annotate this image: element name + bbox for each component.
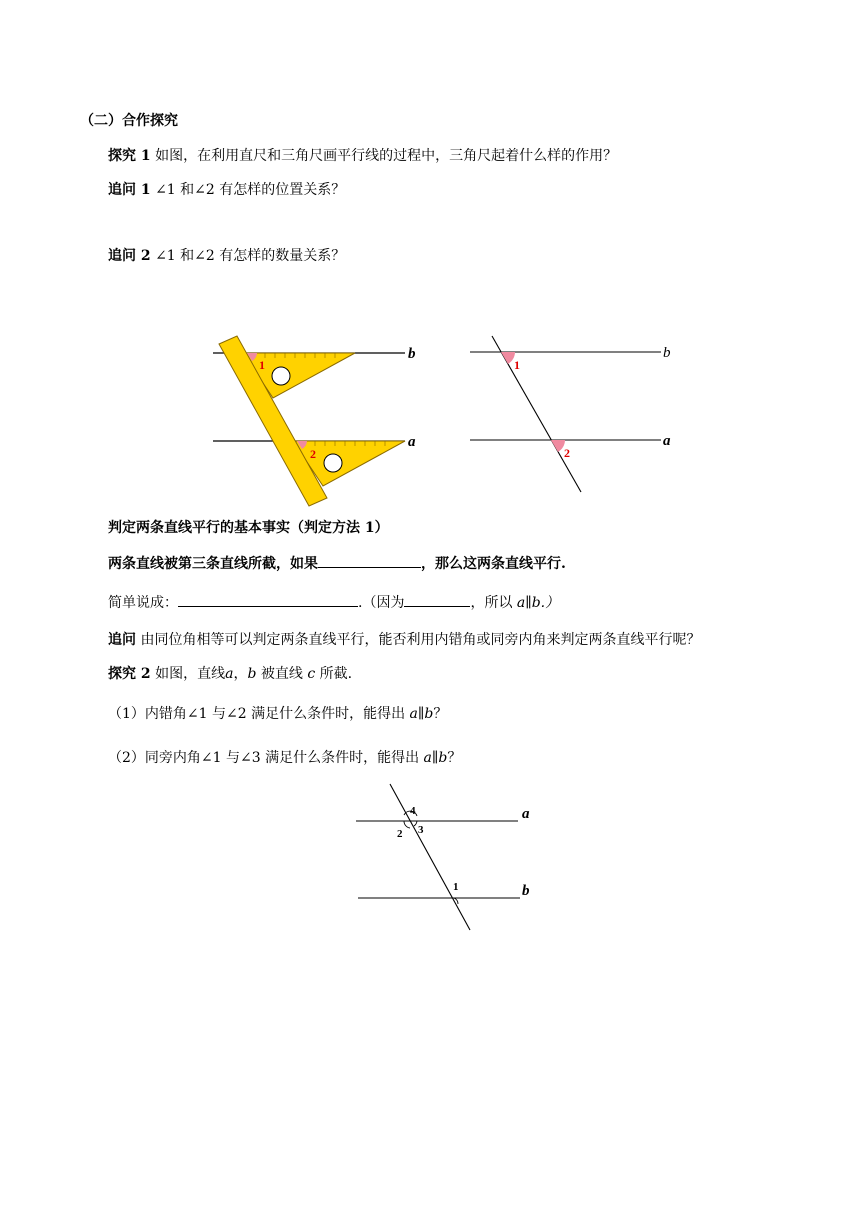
- fig1-right-angle1-mark: [501, 352, 515, 364]
- explore2-var-a: a: [225, 666, 234, 682]
- explore2-var-b: b: [247, 666, 257, 682]
- rule-sentence-after: ，那么这两条直线平行.: [421, 556, 566, 572]
- fig2-label-a: a: [522, 806, 530, 822]
- explore1-label: 探究 1: [108, 148, 151, 164]
- question-2: [108, 749, 461, 767]
- explore1-line: [108, 147, 617, 165]
- lower-set-square-hole: [324, 454, 342, 472]
- fig1-left-label-a: a: [408, 434, 416, 450]
- fig1-right-label-a: a: [663, 433, 671, 449]
- simple-blank-2[interactable]: [404, 592, 470, 607]
- simple-because: （因为: [362, 595, 405, 611]
- fig1-left-angle2-label: 2: [310, 447, 316, 461]
- explore2-text-1: 如图，直线: [155, 666, 226, 682]
- q2-prefix: （2）同旁内角∠1 与∠3 满足什么条件时，能得出: [108, 750, 420, 766]
- rule-sentence: [108, 553, 566, 573]
- fig2-angle3-arc: [414, 821, 417, 826]
- q1-question-mark: ？: [433, 706, 448, 722]
- explore2-label: 探究 2: [108, 666, 151, 682]
- fig2-label-b: b: [522, 883, 530, 899]
- followup3-line: [108, 631, 700, 649]
- simple-period: .: [358, 595, 363, 611]
- followup2-line: [108, 247, 345, 265]
- rule-blank[interactable]: [318, 553, 421, 568]
- followup1-line: [108, 181, 345, 199]
- simple-blank-1[interactable]: [178, 592, 358, 607]
- fig2-angle4-label: 4: [410, 805, 416, 817]
- explore2-sep: ，: [233, 666, 248, 682]
- explore2-line: [108, 665, 352, 683]
- fig1-right-label-b: b: [663, 345, 671, 361]
- ruler-setsquare-figure: [205, 330, 425, 510]
- fig1-right-angle1-label: 1: [514, 358, 520, 372]
- fig2-angle2-label: 2: [397, 828, 403, 840]
- transversal-figure-1: [465, 330, 685, 500]
- q2-question-mark: ？: [447, 750, 462, 766]
- q1-prefix: （1）内错角∠1 与∠2 满足什么条件时，能得出: [108, 706, 406, 722]
- q2-relation: a∥b: [423, 750, 448, 766]
- fig1-right-angle2-label: 2: [564, 446, 570, 460]
- question-1: [108, 705, 447, 723]
- explore1-text: 如图，在利用直尺和三角尺画平行线的过程中，三角尺起着什么样的作用？: [155, 148, 618, 164]
- followup3-label: 追问: [108, 632, 136, 648]
- fig2-transversal: [390, 784, 470, 930]
- simple-prefix: 简单说成：: [108, 595, 178, 611]
- followup1-text: ∠1 和∠2 有怎样的位置关系？: [155, 182, 346, 198]
- fig2-angle2-arc: [404, 821, 410, 828]
- rule-heading: 判定两条直线平行的基本事实（判定方法 1）: [108, 520, 389, 536]
- fig1-right-angle2-mark: [551, 440, 565, 452]
- simple-statement: [108, 592, 559, 612]
- q1-relation: a∥b: [409, 706, 434, 722]
- fig1-left-label-b: b: [408, 346, 416, 362]
- rule-sentence-before: 两条直线被第三条直线所截，如果: [108, 556, 318, 572]
- section-title: （二）合作探究: [80, 113, 178, 129]
- followup2-label: 追问 2: [108, 248, 151, 264]
- followup2-text: ∠1 和∠2 有怎样的数量关系？: [155, 248, 346, 264]
- transversal-figure-2: [350, 780, 550, 940]
- fig1-left-angle1-label: 1: [259, 358, 265, 372]
- fig2-angle3-label: 3: [418, 824, 424, 836]
- followup3-text: 由同位角相等可以判定两条直线平行，能否利用内错角或同旁内角来判定两条直线平行呢？: [140, 632, 701, 648]
- fig2-angle1-label: 1: [453, 881, 459, 893]
- explore2-text-2: 被直线: [260, 666, 303, 682]
- explore2-var-c: c: [307, 666, 316, 682]
- followup1-label: 追问 1: [108, 182, 151, 198]
- upper-set-square-hole: [272, 367, 290, 385]
- simple-conclusion: a∥b.）: [516, 595, 560, 611]
- simple-so: ，所以: [470, 595, 513, 611]
- explore2-text-3: 所截.: [319, 666, 353, 682]
